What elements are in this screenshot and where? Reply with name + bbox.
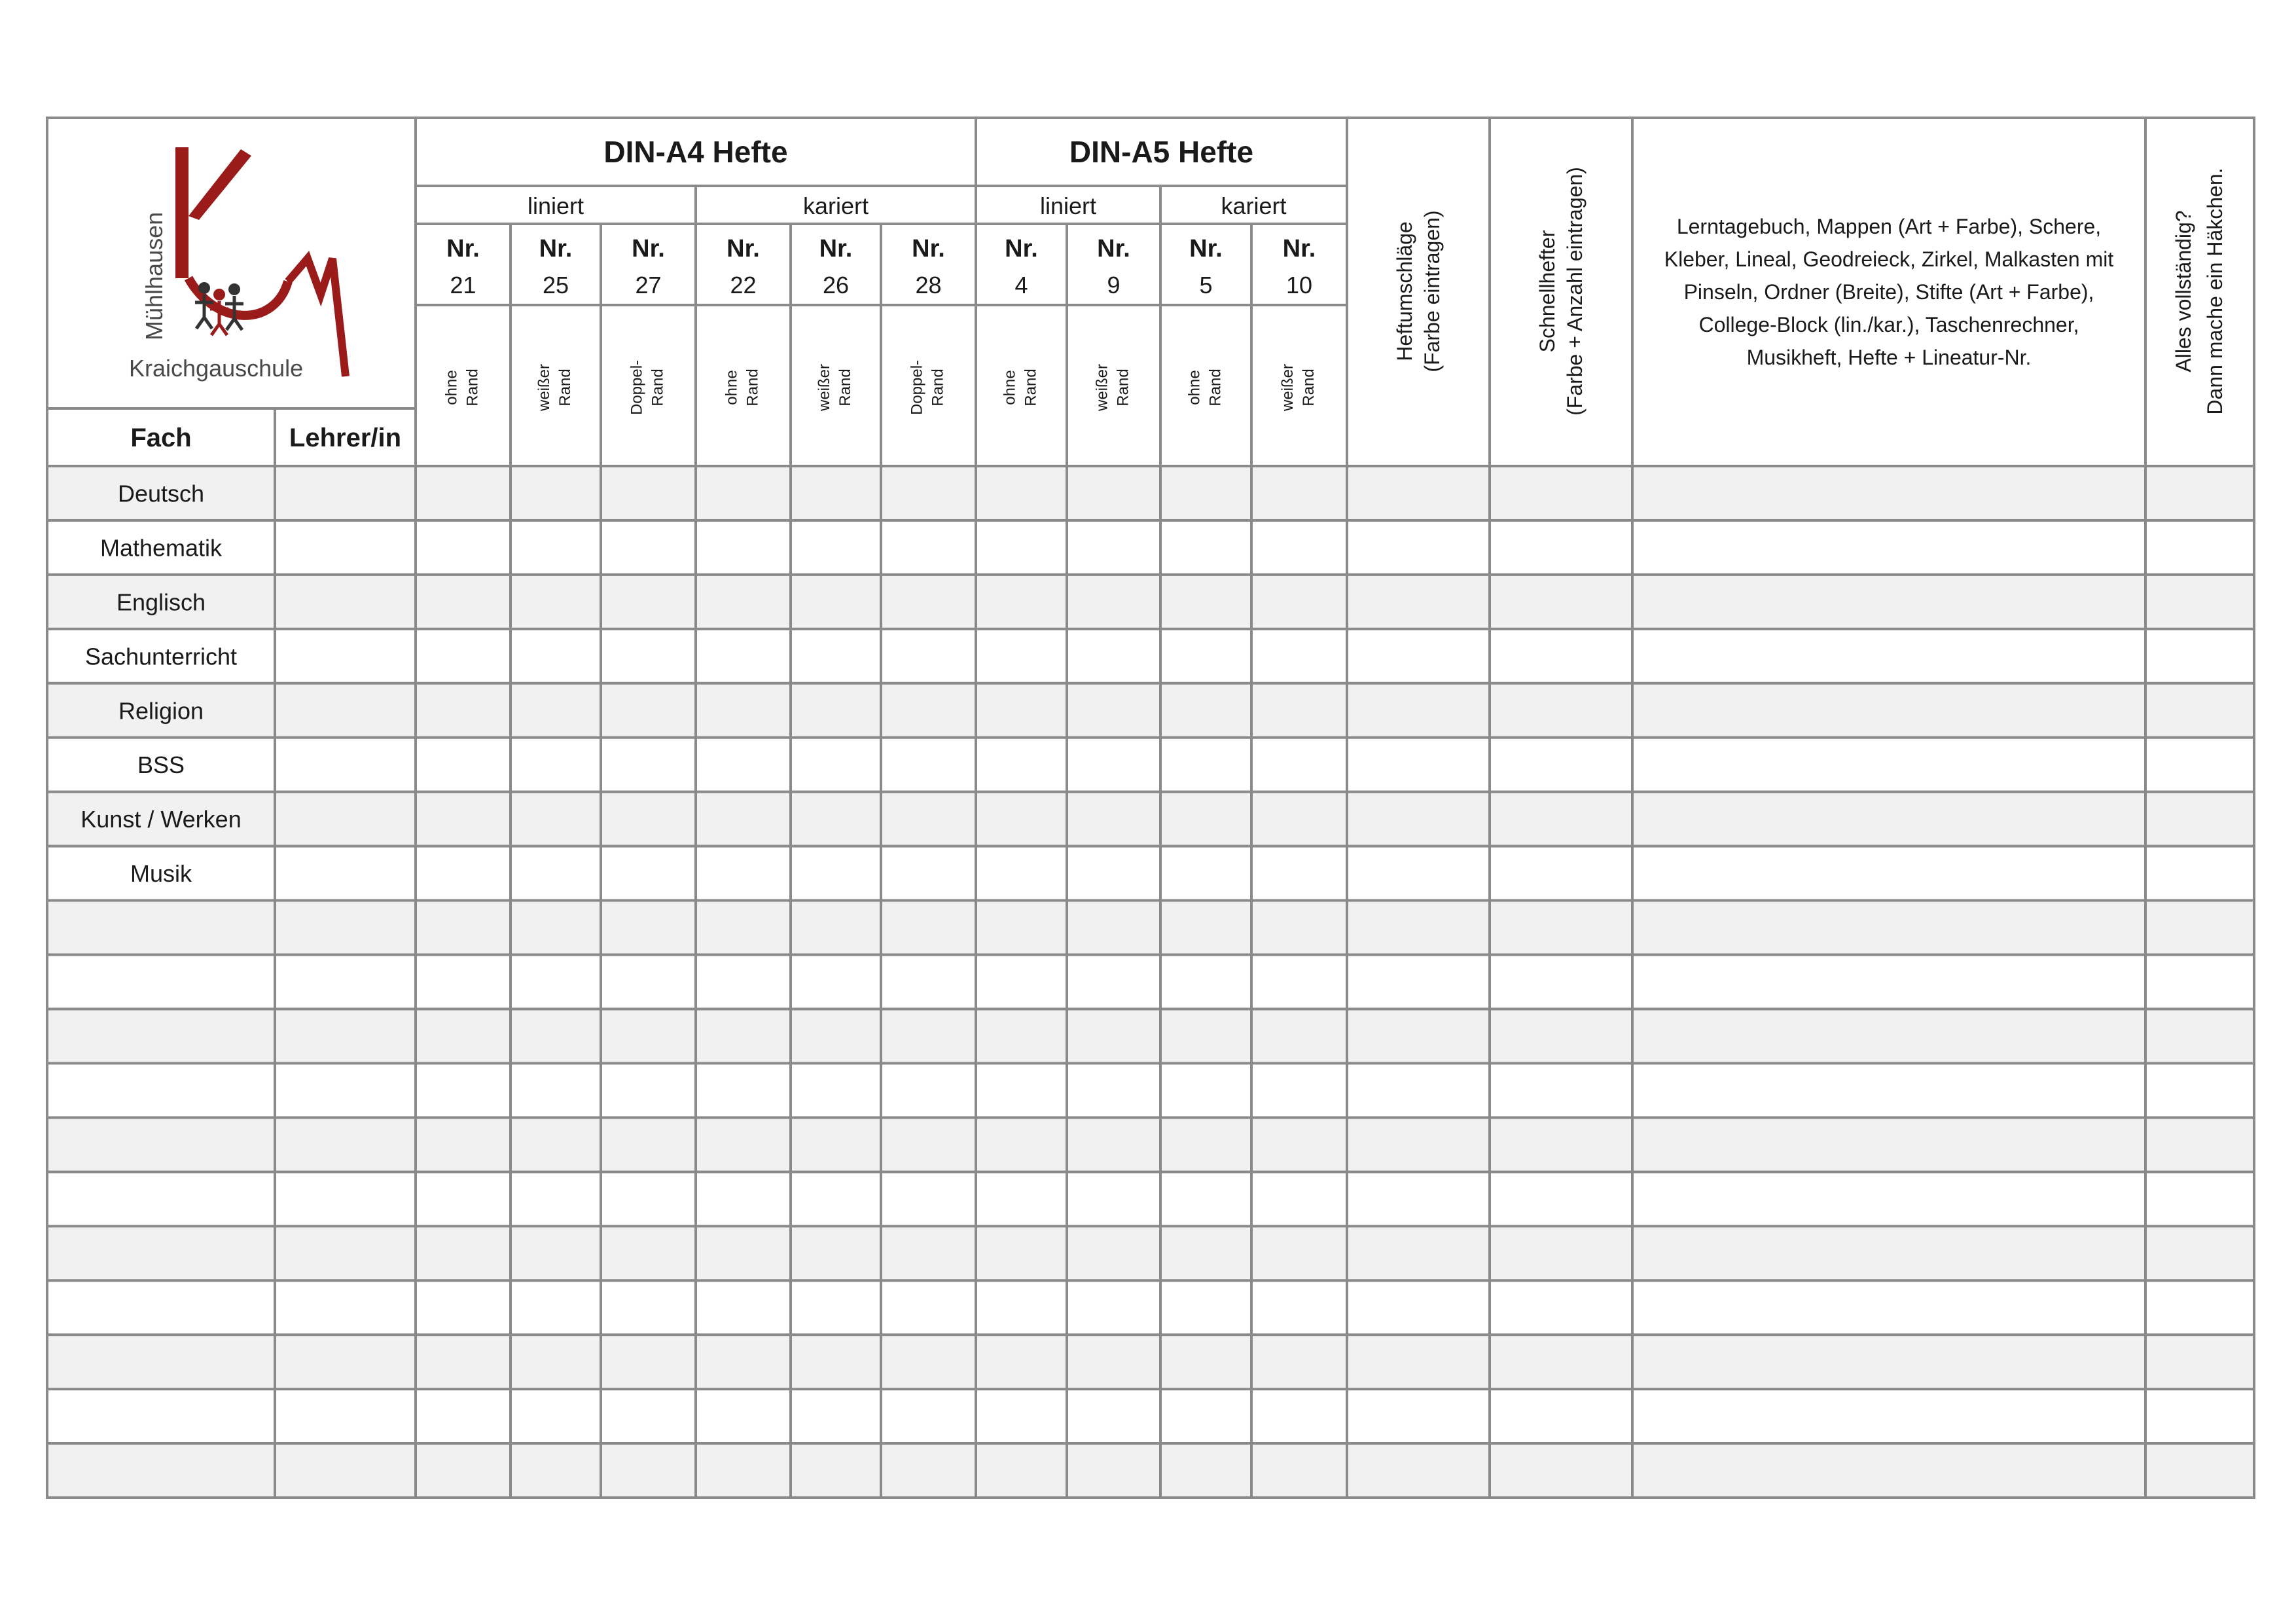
a5-kariert-label: kariert — [1221, 192, 1287, 219]
notebook-rand-line2: Rand — [1300, 369, 1318, 406]
row-shade — [47, 683, 2254, 738]
notebook-nr-value: 25 — [542, 272, 569, 298]
misc-supplies-line: Lerntagebuch, Mappen (Art + Farbe), Schere, — [1676, 215, 2102, 238]
notebook-nr-label: Nr. — [1189, 235, 1223, 262]
notebook-rand-line2: Rand — [463, 369, 482, 406]
notebook-rand-line2: Rand — [649, 369, 667, 406]
misc-supplies-line: Pinseln, Ordner (Breite), Stifte (Art + Farbe), — [1683, 280, 2094, 304]
notebook-nr-label: Nr. — [819, 235, 853, 262]
notebook-nr-value: 22 — [730, 272, 757, 298]
row-shade — [47, 575, 2254, 629]
misc-supplies-line: Musikheft, Hefte + Lineatur-Nr. — [1746, 346, 2032, 369]
logo-k-arm — [188, 149, 251, 220]
notebook-rand-line2: Rand — [744, 369, 762, 406]
vollstaendig-subtitle: Dann mache ein Häkchen. — [2203, 168, 2227, 415]
heftumschlaege-title: Heftumschläge — [1393, 221, 1416, 361]
notebook-nr-label: Nr. — [912, 235, 945, 262]
notebook-rand-line2: Rand — [1206, 369, 1225, 406]
subject-name: Mathematik — [99, 534, 223, 562]
notebook-rand-line2: Rand — [836, 369, 854, 406]
header-labels — [130, 135, 2227, 452]
misc-supplies-line: Kleber, Lineal, Geodreieck, Zirkel, Malkasten mit — [1664, 247, 2114, 271]
row-shade — [47, 466, 2254, 520]
notebook-rand-line1: ohne — [1185, 370, 1204, 405]
lehrer-header: Lehrer/in — [289, 424, 402, 452]
notebook-nr-value: 27 — [635, 272, 662, 298]
row-shade — [47, 1226, 2254, 1280]
logo-figure-head — [228, 283, 240, 295]
notebook-rand-line1: ohne — [442, 370, 461, 405]
notebook-rand-line2: Rand — [556, 369, 574, 406]
row-shade — [47, 1443, 2254, 1498]
heftumschlaege-subtitle: (Farbe eintragen) — [1420, 210, 1444, 372]
a4-kariert-label: kariert — [802, 192, 869, 219]
notebook-rand-line1: Doppel- — [628, 359, 646, 416]
notebook-nr-label: Nr. — [1097, 235, 1130, 262]
notebook-nr-label: Nr. — [1005, 235, 1038, 262]
notebook-nr-value: 5 — [1199, 272, 1213, 298]
notebook-nr-value: 21 — [450, 272, 476, 298]
subject-name: Sachunterricht — [84, 643, 238, 670]
school-logo — [129, 147, 346, 382]
logo-figure-head — [213, 289, 225, 300]
row-shade — [47, 1009, 2254, 1063]
notebook-rand-line2: Rand — [929, 369, 947, 406]
logo-text-vertical: Mühlhausen — [141, 211, 168, 340]
notebook-nr-label: Nr. — [539, 235, 573, 262]
a5-liniert-label: liniert — [1039, 192, 1097, 219]
misc-supplies-line: College-Block (lin./kar.), Taschenrechner, — [1698, 313, 2079, 336]
notebook-rand-line1: Doppel- — [908, 359, 926, 416]
logo-text-horizontal: Kraichgauschule — [129, 355, 304, 382]
logo-figure-head — [198, 282, 210, 294]
notebook-nr-label: Nr. — [446, 235, 480, 262]
din-a5-title: DIN-A5 Hefte — [1069, 135, 1254, 169]
vollstaendig-title: Alles vollständig? — [2172, 210, 2195, 372]
subject-name: Religion — [118, 697, 204, 725]
subject-name: Kunst / Werken — [81, 806, 242, 833]
notebook-rand-line2: Rand — [1022, 369, 1040, 406]
notebook-nr-value: 28 — [915, 272, 942, 298]
subject-name: Musik — [130, 860, 192, 888]
notebook-rand-line2: Rand — [1114, 369, 1132, 406]
subject-name: Deutsch — [117, 480, 205, 507]
notebook-nr-value: 4 — [1014, 272, 1028, 298]
notebook-nr-label: Nr. — [726, 235, 760, 262]
notebook-rand-line1: weißer — [1093, 363, 1111, 412]
notebook-rand-line1: ohne — [723, 370, 741, 405]
notebook-rand-line1: ohne — [1001, 370, 1019, 405]
notebook-rand-line1: weißer — [816, 363, 833, 412]
notebook-nr-value: 9 — [1107, 272, 1121, 298]
schnellhefter-title: Schnellhefter — [1535, 230, 1559, 353]
row-shade — [47, 901, 2254, 955]
fach-header: Fach — [130, 424, 192, 452]
notebook-nr-label: Nr. — [632, 235, 665, 262]
row-shade — [47, 1117, 2254, 1172]
notebook-rand-line1: weißer — [1279, 363, 1297, 412]
notebook-nr-value: 10 — [1285, 272, 1313, 298]
a4-liniert-label: liniert — [527, 192, 584, 219]
row-shade — [47, 1335, 2254, 1389]
subject-name: Englisch — [116, 588, 206, 616]
logo-k-stem — [175, 147, 188, 278]
din-a4-title: DIN-A4 Hefte — [603, 135, 788, 169]
schnellhefter-subtitle: (Farbe + Anzahl eintragen) — [1563, 167, 1587, 416]
notebook-nr-label: Nr. — [1282, 235, 1316, 262]
row-shading — [47, 466, 2254, 1498]
notebook-rand-line1: weißer — [535, 363, 553, 412]
row-shade — [47, 792, 2254, 846]
subject-name: BSS — [137, 751, 185, 779]
notebook-nr-value: 26 — [822, 272, 850, 298]
